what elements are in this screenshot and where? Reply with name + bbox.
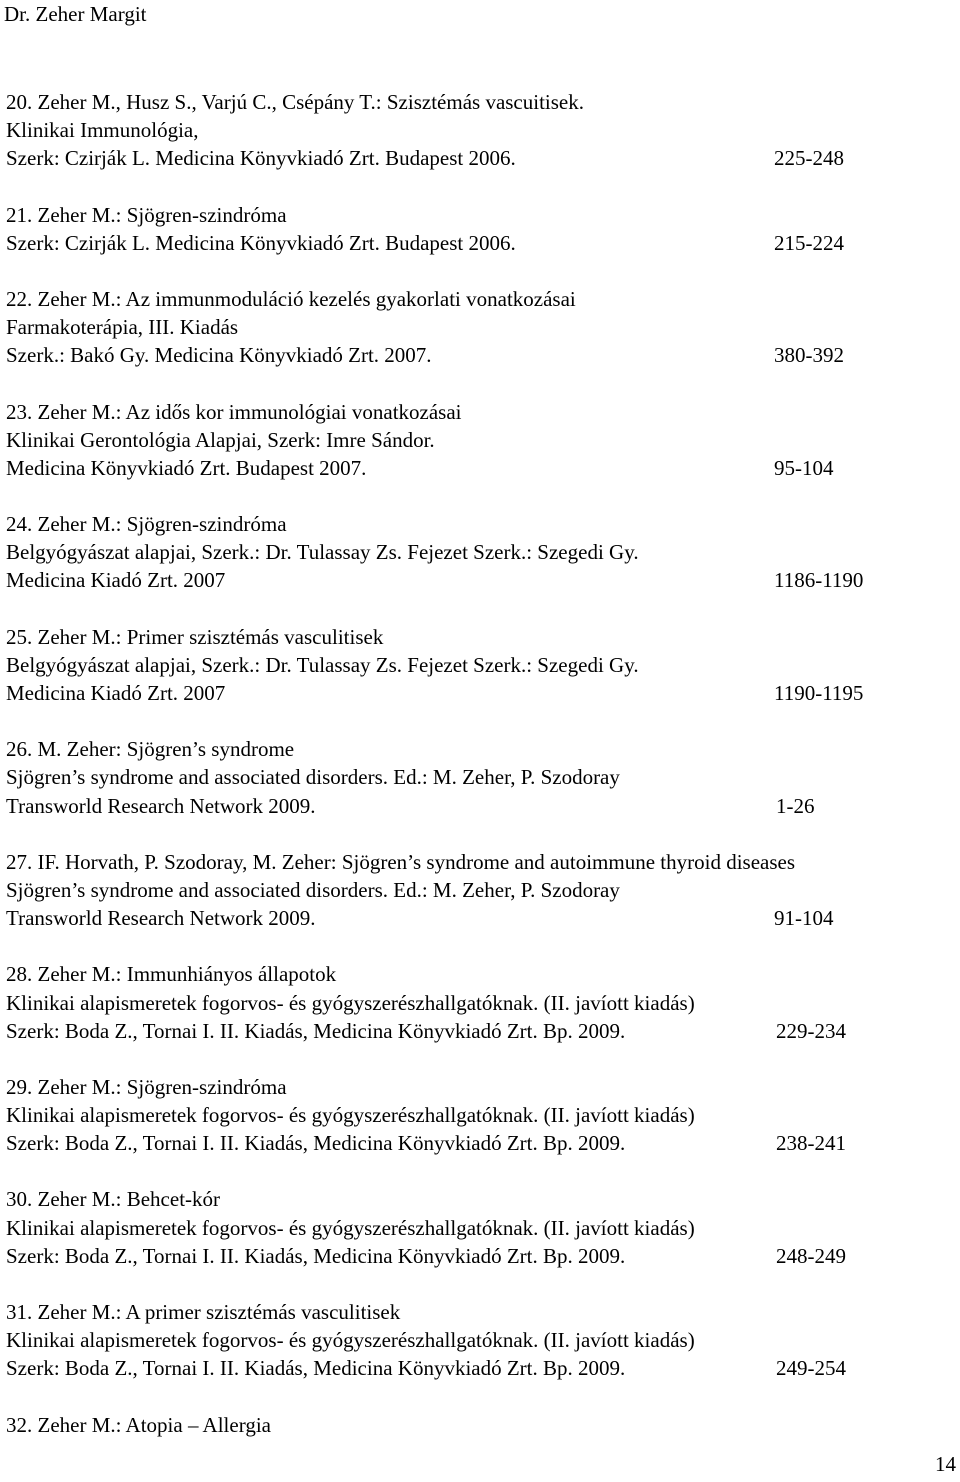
entry-line: 27. IF. Horvath, P. Szodoray, M. Zeher: Sjögren’s syndrome and autoimmune thyroid diseases [6, 849, 796, 874]
entry-line: 32. Zeher M.: Atopia – Allergia [6, 1412, 271, 1437]
page-range: 229-234 [776, 1018, 846, 1043]
entry-line: Klinikai alapismeretek fogorvos- és gyógyszerészhallgatóknak. (II. javíott kiadás) [6, 1328, 695, 1353]
entry-line: Sjögren’s syndrome and associated disorders. Ed.: M. Zeher, P. Szodoray [6, 765, 620, 790]
publication-entry [6, 623, 946, 708]
entry-line [6, 229, 946, 257]
entry-line: 20. Zeher M., Husz S., Varjú C., Csépány T.: Szisztémás vascuitisek. [6, 90, 585, 114]
page-range: 215-224 [774, 230, 844, 255]
entry-line: 23. Zeher M.: Az idős kor immunológiai vonatkozásai [6, 399, 462, 424]
entry-line-text: Transworld Research Network 2009. [6, 906, 316, 931]
entry-line [6, 1354, 946, 1382]
entry-line: Klinikai alapismeretek fogorvos- és gyógyszerészhallgatóknak. (II. javíott kiadás) [6, 990, 695, 1015]
entry-line-text: Medicina Kiadó Zrt. 2007 [6, 681, 226, 705]
page-range: 225-248 [774, 146, 844, 171]
page-range: 1190-1195 [774, 681, 864, 705]
publication-entry [6, 510, 946, 595]
entry-line [6, 679, 946, 707]
publication-entry [6, 960, 946, 1045]
page-range: 249-254 [776, 1356, 846, 1381]
entry-line [6, 144, 946, 172]
entry-line [6, 1017, 946, 1045]
publication-entry [6, 201, 946, 257]
entry-line: 30. Zeher M.: Behcet-kór [6, 1187, 221, 1212]
publication-entry [6, 1298, 946, 1383]
entry-line: 26. M. Zeher: Sjögren’s syndrome [6, 737, 295, 762]
entry-line [6, 566, 946, 594]
publication-entry [6, 1073, 946, 1158]
entry-line: Klinikai alapismeretek fogorvos- és gyógyszerészhallgatóknak. (II. javíott kiadás) [6, 1215, 695, 1240]
entry-line: Klinikai Gerontológia Alapjai, Szerk: Imre Sándor. [6, 427, 435, 452]
publication-entry [6, 1185, 946, 1270]
page-range: 238-241 [776, 1131, 846, 1156]
entry-line: Belgyógyászat alapjai, Szerk.: Dr. Tulassay Zs. Fejezet Szerk.: Szegedi Gy. [6, 652, 639, 677]
entry-line: Sjögren’s syndrome and associated disorders. Ed.: M. Zeher, P. Szodoray [6, 877, 620, 902]
publication-entry [6, 398, 946, 483]
entry-line-text: Szerk: Boda Z., Tornai I. II. Kiadás, Medicina Könyvkiadó Zrt. Bp. 2009. [6, 1131, 626, 1156]
publication-list [6, 88, 946, 1467]
entry-line: 22. Zeher M.: Az immunmoduláció kezelés gyakorlati vonatkozásai [6, 286, 576, 311]
entry-line-text: Szerk: Boda Z., Tornai I. II. Kiadás, Medicina Könyvkiadó Zrt. Bp. 2009. [6, 1356, 626, 1381]
page-range: 248-249 [776, 1243, 846, 1268]
entry-line: 21. Zeher M.: Sjögren-szindróma [6, 202, 287, 227]
entry-line [6, 1129, 946, 1157]
entry-line-text: Szerk: Czirják L. Medicina Könyvkiadó Zrt. Budapest 2006. [6, 146, 516, 171]
entry-line-text: Szerk: Boda Z., Tornai I. II. Kiadás, Medicina Könyvkiadó Zrt. Bp. 2009. [6, 1018, 626, 1043]
publication-entry [6, 1411, 946, 1439]
entry-line: Belgyógyászat alapjai, Szerk.: Dr. Tulassay Zs. Fejezet Szerk.: Szegedi Gy. [6, 540, 639, 565]
page-range: 91-104 [774, 906, 834, 931]
publication-entry [6, 848, 946, 933]
page-range: 95-104 [774, 455, 834, 480]
running-header-author: Dr. Zeher Margit [4, 2, 147, 26]
publication-entry [6, 88, 946, 173]
page-range: 380-392 [774, 343, 844, 368]
entry-line: 31. Zeher M.: A primer szisztémás vasculitisek [6, 1300, 401, 1324]
entry-line-text: Szerk: Boda Z., Tornai I. II. Kiadás, Medicina Könyvkiadó Zrt. Bp. 2009. [6, 1243, 626, 1268]
page-number: 14 [935, 1452, 956, 1476]
entry-line-text: Medicina Könyvkiadó Zrt. Budapest 2007. [6, 455, 367, 480]
entry-line: Klinikai Immunológia, [6, 118, 199, 143]
entry-line [6, 1242, 946, 1270]
publication-entry [6, 735, 946, 820]
entry-line: 25. Zeher M.: Primer szisztémás vasculitisek [6, 624, 384, 649]
entry-line: 24. Zeher M.: Sjögren-szindróma [6, 512, 287, 537]
page-range: 1-26 [776, 793, 815, 818]
entry-line [6, 904, 946, 932]
entry-line [6, 341, 946, 369]
publication-entry [6, 285, 946, 370]
entry-line: Klinikai alapismeretek fogorvos- és gyógyszerészhallgatóknak. (II. javíott kiadás) [6, 1103, 695, 1128]
entry-line-text: Medicina Kiadó Zrt. 2007 [6, 568, 226, 593]
entry-line-text: Szerk: Czirják L. Medicina Könyvkiadó Zrt. Budapest 2006. [6, 230, 516, 255]
entry-line-text: Szerk.: Bakó Gy. Medicina Könyvkiadó Zrt. 2007. [6, 343, 432, 368]
page-range: 1186-1190 [774, 568, 864, 593]
entry-line: 28. Zeher M.: Immunhiányos állapotok [6, 962, 337, 987]
entry-line [6, 792, 946, 820]
entry-line: 29. Zeher M.: Sjögren-szindróma [6, 1074, 287, 1099]
entry-line [6, 454, 946, 482]
entry-line: Farmakoterápia, III. Kiadás [6, 315, 239, 340]
entry-line-text: Transworld Research Network 2009. [6, 793, 316, 818]
